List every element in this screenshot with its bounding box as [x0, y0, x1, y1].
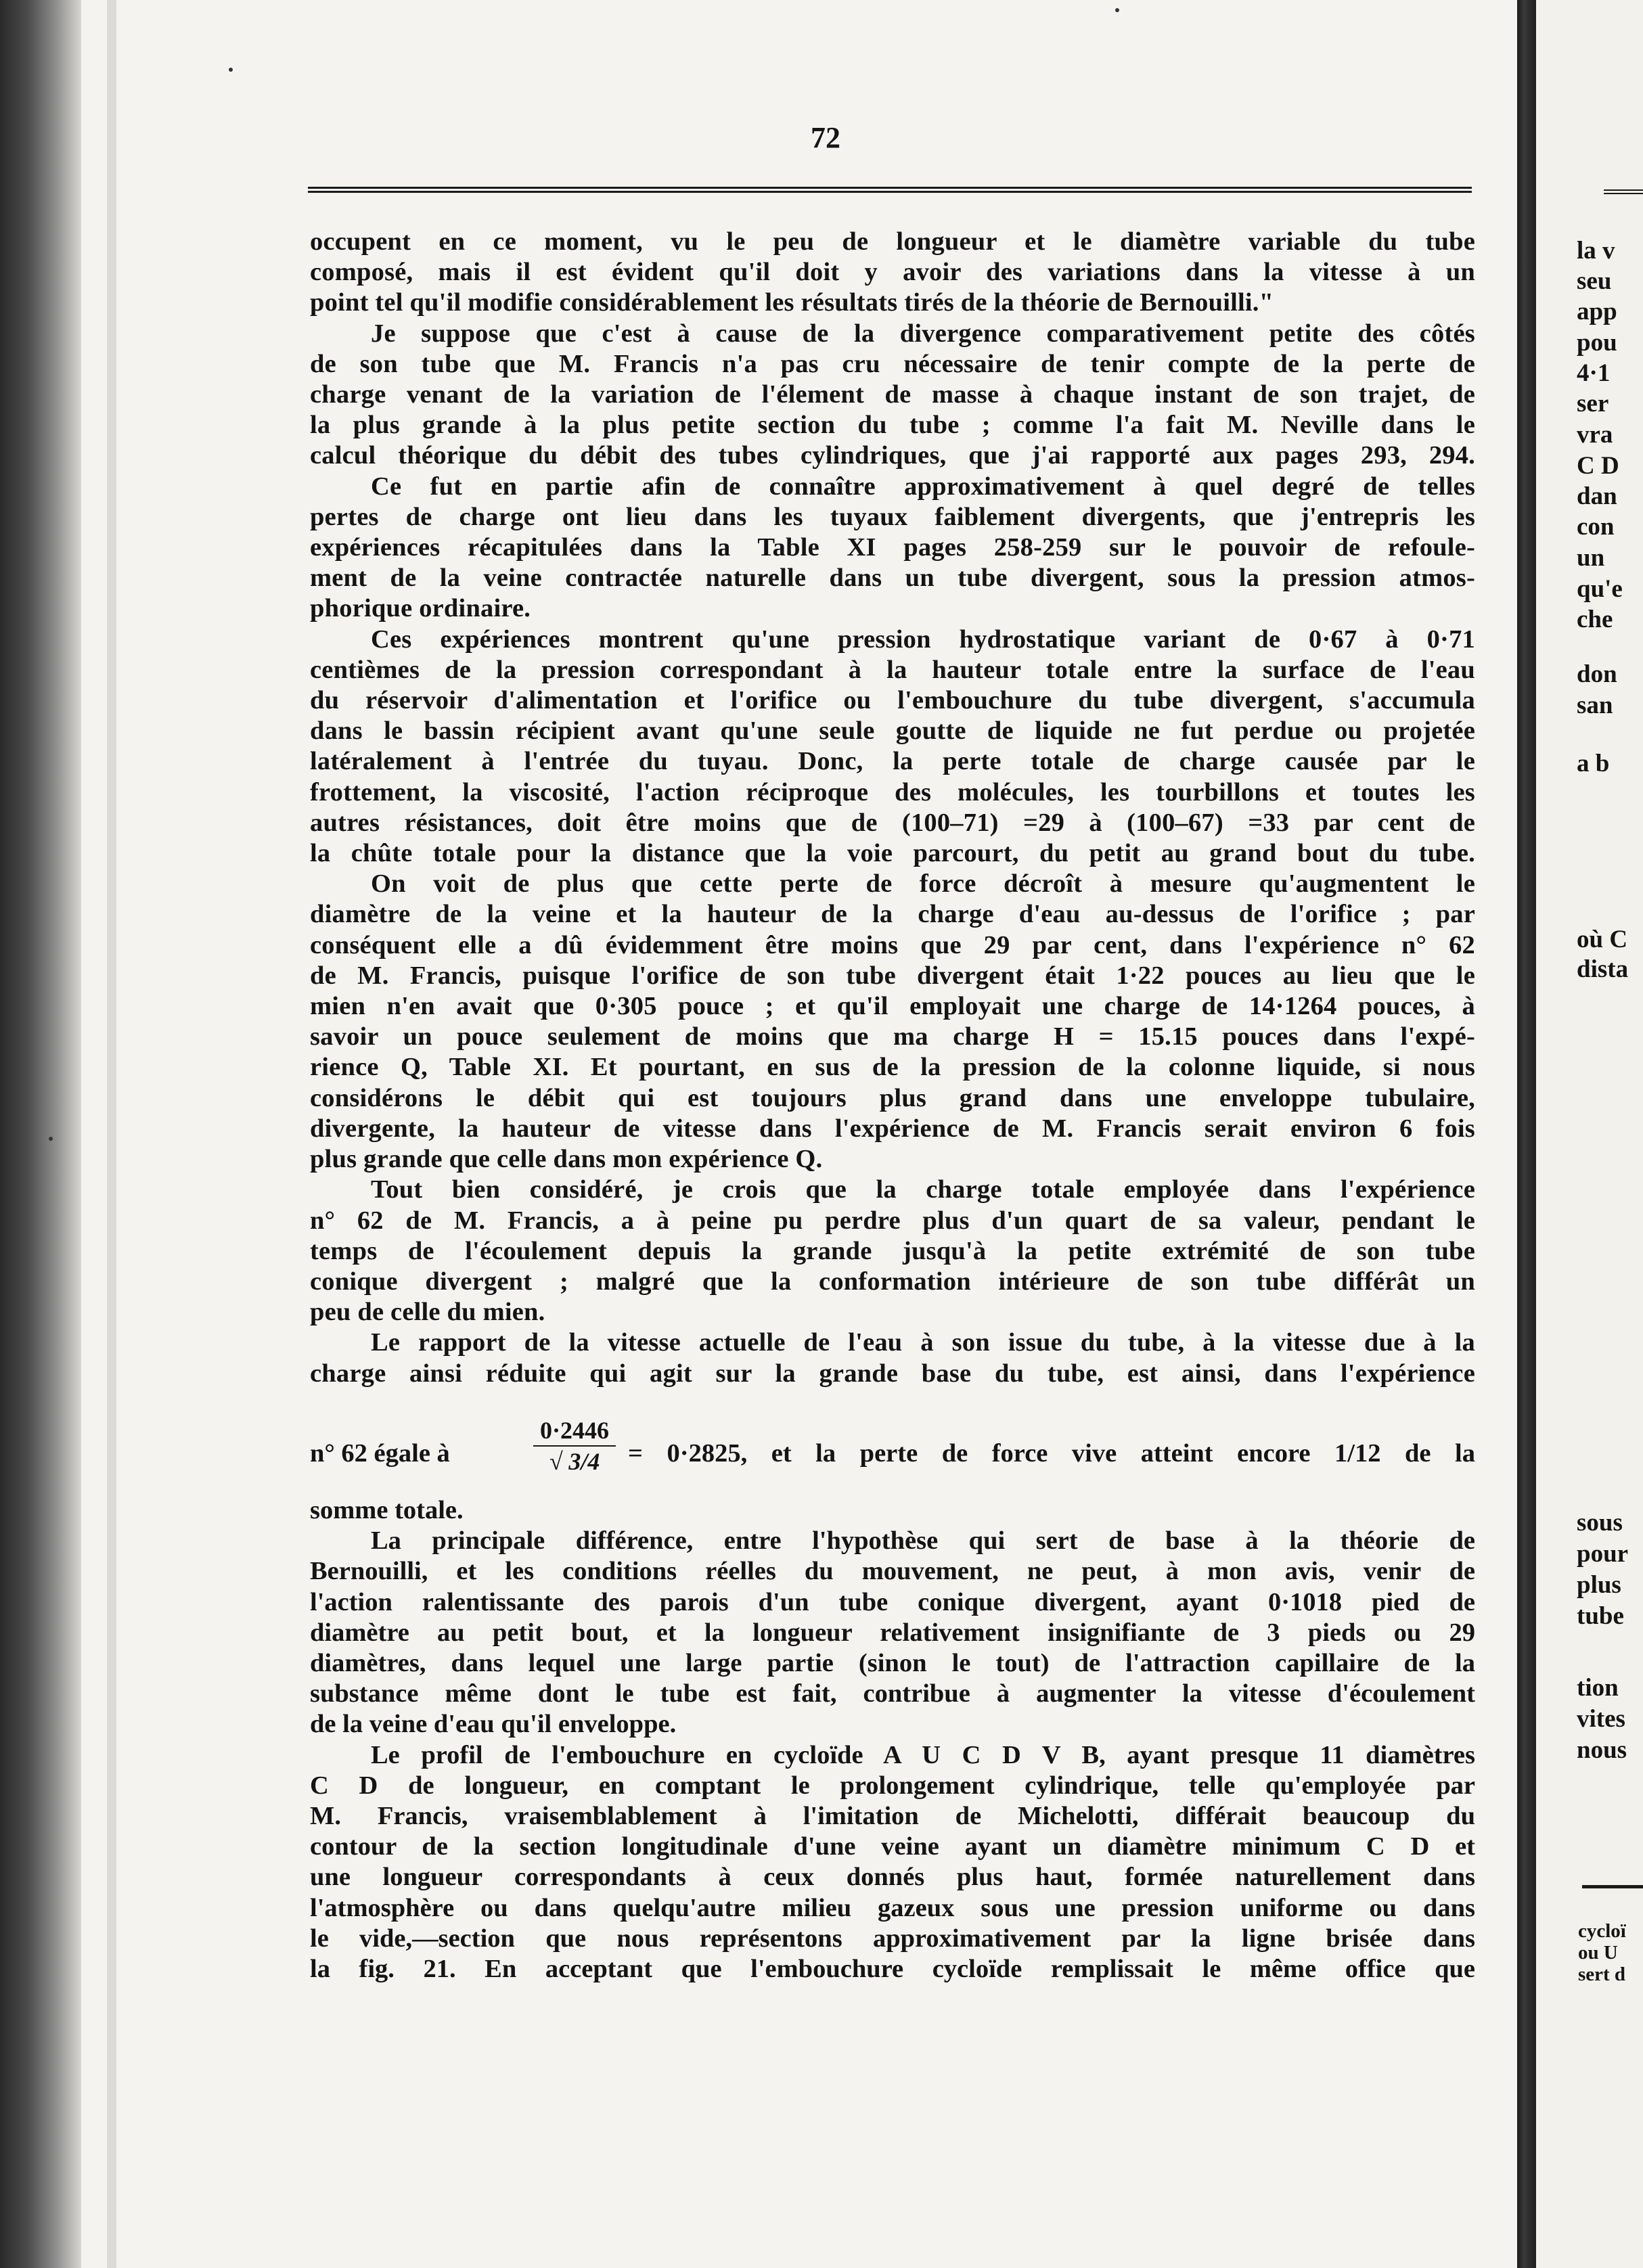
adjacent-page-fragment: un [1577, 544, 1605, 572]
adjacent-page-fragment: la v [1577, 237, 1615, 265]
adjacent-page-fragment: cycloï [1578, 1920, 1626, 1942]
page-edge-shadow [107, 0, 116, 2268]
adjacent-page-fragment: qu'e [1577, 575, 1623, 603]
body-text-line: autres résistances, doit être moins que de (100–71) =29 à (100–67) =33 par cent de [310, 808, 1475, 837]
body-text-continued [310, 1495, 1475, 1984]
scan-speck [49, 1137, 53, 1141]
body-text-line: Tout bien considéré, je crois que la charge totale employée dans l'expérience [371, 1175, 1475, 1204]
adjacent-page-fragment: app [1577, 298, 1617, 325]
formula-right-text: = 0·2825, et la perte de force vive atteint encore 1/12 de la [628, 1439, 1475, 1468]
adjacent-page-fragment: pou [1577, 329, 1617, 357]
body-text-line: charge venant de la variation de l'élement de masse à chaque instant de son trajet, de [310, 380, 1475, 409]
adjacent-page-fragment: C D [1577, 452, 1619, 480]
fraction-bar [533, 1445, 616, 1447]
adjacent-page-fragment: sert d [1578, 1964, 1626, 1985]
adjacent-page-fragment: vra [1577, 421, 1613, 449]
body-text-line: calcul théorique du débit des tubes cylindriques, que j'ai rapporté aux pages 293, 294. [310, 441, 1475, 470]
body-text-line: Bernouilli, et les conditions réelles du mouvement, ne peut, à mon avis, venir de [310, 1557, 1475, 1586]
adjacent-page-fragment: tube [1577, 1602, 1624, 1630]
adjacent-page-fragment: ou U [1578, 1942, 1618, 1964]
formula-left-text: n° 62 égale à [310, 1439, 450, 1468]
body-text-line: Ces expériences montrent qu'une pression hydrostatique variant de 0·67 à 0·71 [371, 625, 1475, 654]
adjacent-page-fragment: che [1577, 606, 1613, 633]
body-text-line: point tel qu'il modifie considérablement les résultats tirés de la théorie de Bernouilli." [310, 288, 1274, 317]
adjacent-page-fragment: con [1577, 513, 1615, 541]
adjacent-page-fragment: a b [1577, 750, 1610, 777]
body-text-line: C D de longueur, en comptant le prolongement cylindrique, telle qu'employée par [310, 1771, 1475, 1800]
body-text-line: Le profil de l'embouchure en cycloïde A U C D V B, ayant presque 11 diamètres [371, 1740, 1475, 1769]
body-text-line: savoir un pouce seulement de moins que ma charge H = 15.15 pouces dans l'expé- [310, 1022, 1475, 1051]
body-text-line: M. Francis, vraisemblablement à l'imitation de Michelotti, différait beaucoup du [310, 1802, 1475, 1831]
body-text-line: conséquent elle a dû évidemment être moins que 29 par cent, dans l'expérience n° 62 [310, 930, 1475, 959]
scan-speck [229, 68, 233, 72]
formula-denominator: √ 3/4 [549, 1448, 600, 1475]
body-text-line: la fig. 21. En acceptant que l'embouchure cycloïde remplissait le même office que [310, 1955, 1475, 1984]
adjacent-page-footnote-rule [1582, 1885, 1643, 1888]
body-text-line: Ce fut en partie afin de connaître approximativement à quel degré de telles [371, 472, 1475, 501]
adjacent-page-fragment: dista [1577, 955, 1629, 983]
body-text-line: le vide,—section que nous représentons approximativement par la ligne brisée dans [310, 1924, 1475, 1953]
adjacent-page-fragment: nous [1577, 1736, 1627, 1764]
book-gutter [1517, 0, 1536, 2268]
adjacent-page-fragment: où C [1577, 926, 1628, 953]
adjacent-page-fragment: ser [1577, 390, 1609, 417]
body-text-line: ment de la veine contractée naturelle dans un tube divergent, sous la pression atmos- [310, 564, 1475, 593]
adjacent-page-fragment: san [1577, 691, 1613, 719]
body-text-line: La principale différence, entre l'hypothèse qui sert de base à la théorie de [371, 1526, 1475, 1556]
page-number: 72 [811, 121, 840, 154]
body-text-line: composé, mais il est évident qu'il doit y avoir des variations dans la vitesse à un [310, 258, 1475, 287]
header-rule [308, 187, 1472, 193]
body-text-line: n° 62 de M. Francis, a à peine pu perdre plus d'un quart de sa valeur, pendant le [310, 1206, 1475, 1235]
body-text-line: du réservoir d'alimentation et l'orifice ou l'embouchure du tube divergent, s'accumula [310, 686, 1475, 715]
book-binding-edge [0, 0, 81, 2268]
body-text-line: la plus grande à la plus petite section du tube ; comme l'a fait M. Neville dans le [310, 411, 1475, 440]
adjacent-page-fragment: sous [1577, 1509, 1623, 1537]
adjacent-page-fragment: don [1577, 660, 1617, 688]
body-text-line: charge ainsi réduite qui agit sur la grande base du tube, est ainsi, dans l'expérience [310, 1359, 1475, 1388]
adjacent-page-fragment: tion [1577, 1674, 1619, 1702]
body-text-line: diamètres, dans lequel une large partie (sinon le tout) de l'attraction capillaire de la [310, 1649, 1475, 1678]
adjacent-page-fragment: 4·1 [1577, 359, 1611, 387]
body-text-line: la chûte totale pour la distance que la voie parcourt, du petit au grand bout du tube. [310, 839, 1475, 868]
formula-fraction [533, 1417, 616, 1475]
body-text [310, 227, 1475, 1389]
body-text-line: divergente, la hauteur de vitesse dans l'expérience de M. Francis serait environ 6 fois [310, 1114, 1475, 1143]
body-text-line: de la veine d'eau qu'il enveloppe. [310, 1710, 677, 1739]
body-text-line: l'action ralentissante des parois d'un tube conique divergent, ayant 0·1018 pied de [310, 1587, 1475, 1616]
body-text-line: occupent en ce moment, vu le peu de longueur et le diamètre variable du tube [310, 227, 1475, 256]
formula-numerator: 0·2446 [539, 1417, 609, 1444]
adjacent-page-header-rule [1604, 189, 1643, 194]
body-text-line: On voit de plus que cette perte de force décroît à mesure qu'augmentent le [371, 869, 1475, 899]
body-text-line: mien n'en avait que 0·305 pouce ; et qu'il employait une charge de 14·1264 pouces, à [310, 992, 1475, 1021]
body-text-line: pertes de charge ont lieu dans les tuyaux faiblement divergents, que j'entrepris les [310, 502, 1475, 531]
body-text-line: de son tube que M. Francis n'a pas cru nécessaire de tenir compte de la perte de [310, 349, 1475, 378]
body-text-line: considérons le débit qui est toujours plus grand dans une enveloppe tubulaire, [310, 1083, 1475, 1112]
body-text-line: frottement, la viscosité, l'action réciproque des molécules, les tourbillons et toutes les [310, 777, 1475, 807]
adjacent-page-fragment: vites [1577, 1705, 1625, 1733]
body-text-line: plus grande que celle dans mon expérience Q. [310, 1145, 823, 1174]
body-text-line: latéralement à l'entrée du tuyau. Donc, la perte totale de charge causée par le [310, 747, 1475, 776]
body-text-line: expériences récapitulées dans la Table XI pages 258-259 sur le pouvoir de refoule- [310, 533, 1475, 562]
body-text-line: substance même dont le tube est fait, contribue à augmenter la vitesse d'écoulement [310, 1679, 1475, 1708]
body-text-line: peu de celle du mien. [310, 1298, 545, 1327]
body-text-line: Le rapport de la vitesse actuelle de l'eau à son issue du tube, à la vitesse due à la [371, 1328, 1475, 1357]
body-text-line: dans le bassin récipient avant qu'une seule goutte de liquide ne fut perdue ou projetée [310, 717, 1475, 746]
body-text-line: somme totale. [310, 1496, 464, 1524]
body-text-line: de M. Francis, puisque l'orifice de son tube divergent était 1·22 pouces au lieu que le [310, 961, 1475, 990]
adjacent-page-fragment: dan [1577, 482, 1617, 510]
body-text-line: rience Q, Table XI. Et pourtant, en sus de la pression de la colonne liquide, si nous [310, 1053, 1475, 1082]
body-text-line: centièmes de la pression correspondant à la hauteur totale entre la surface de l'eau [310, 655, 1475, 684]
body-text-line: phorique ordinaire. [310, 594, 531, 623]
adjacent-page-fragment: plus [1577, 1571, 1621, 1599]
body-text-line: temps de l'écoulement depuis la grande jusqu'à la petite extrémité de son tube [310, 1236, 1475, 1265]
body-text-line: Je suppose que c'est à cause de la divergence comparativement petite des côtés [371, 319, 1475, 348]
formula-line [310, 1417, 1475, 1491]
adjacent-page-fragment: pour [1577, 1540, 1629, 1568]
scan-speck [1115, 8, 1119, 12]
body-text-line: diamètre de la veine et la hauteur de la charge d'eau au-dessus de l'orifice ; par [310, 900, 1475, 929]
body-text-line: contour de la section longitudinale d'une veine ayant un diamètre minimum C D et [310, 1832, 1475, 1861]
body-text-line: diamètre au petit bout, et la longueur relativement insignifiante de 3 pieds ou 29 [310, 1618, 1475, 1647]
adjacent-page-fragment: seu [1577, 267, 1612, 295]
body-text-line: une longueur correspondants à ceux donnés plus haut, formée naturellement dans [310, 1863, 1475, 1892]
body-text-line: conique divergent ; malgré que la conformation intérieure de son tube différât un [310, 1267, 1475, 1296]
body-text-line: l'atmosphère ou dans quelqu'autre milieu gazeux sous une pression uniforme ou dans [310, 1893, 1475, 1922]
